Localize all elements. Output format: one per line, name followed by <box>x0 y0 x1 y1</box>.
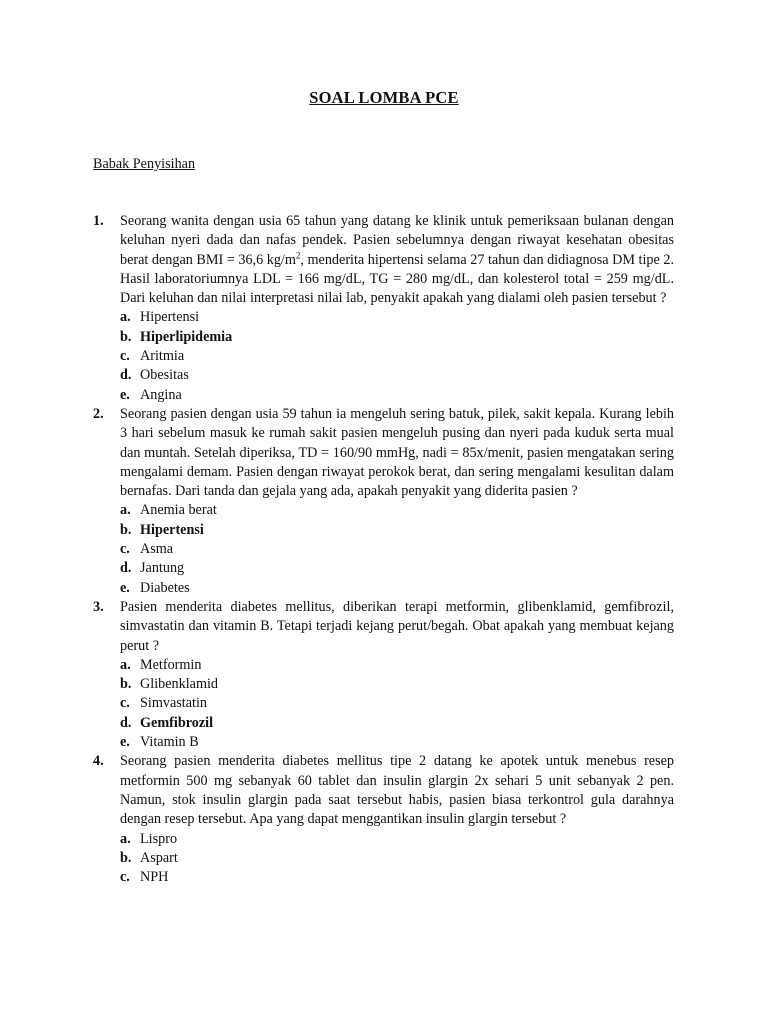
superscript: 2 <box>295 249 301 260</box>
option-e: e. Angina <box>120 386 182 403</box>
question-text: Seorang pasien dengan usia 59 tahun ia mengeluh sering batuk, pilek, sakit kepala. Kurang lebih 3 hari sebelum masuk ke rumah sakit pasien mengeluh pusing dan nyeri pada kuduk serta mual dan muntah. Setelah diperiksa, TD = 160/90 mmHg, nadi = 85x/menit, pasien mengatakan sering mengalami demam. Pasien dengan riwayat perokok berat, dan sering mengalami kesulitan dalam bernafas. Dari tanda dan gejala yang ada, apakah penyakit yang diderita pasien ? <box>120 405 674 500</box>
option-list <box>120 830 674 888</box>
option-a: a. Hipertensi <box>120 309 200 326</box>
option-d: d. Jantung <box>120 560 185 577</box>
option-a: a. Lispro <box>120 830 178 847</box>
option-list <box>120 501 674 597</box>
option-b: b. Hipertensi <box>120 521 204 538</box>
question-1 <box>93 212 674 405</box>
option-d: d. Gemfibrozil <box>120 714 214 731</box>
option-list <box>120 656 674 752</box>
option-c: c. Simvastatin <box>120 695 207 712</box>
section-heading: Babak Penyisihan <box>93 156 196 172</box>
document-title: SOAL LOMBA PCE <box>309 88 459 107</box>
option-a: a. Anemia berat <box>120 502 217 519</box>
option-b: b. Hiperlipidemia <box>120 328 233 345</box>
option-a: a. Metformin <box>120 656 202 673</box>
option-list <box>120 308 674 404</box>
question-number: 1. <box>93 213 104 229</box>
question-3 <box>93 598 674 752</box>
question-text: Pasien menderita diabetes mellitus, diberikan terapi metformin, glibenklamid, gemfibrozil, simvastatin dan vitamin B. Tetapi terjadi kejang perut/begah. Obat apakah yang membuat kejang perut ? <box>120 598 674 654</box>
option-c: c. Asma <box>120 541 174 558</box>
option-d: d. Obesitas <box>120 367 189 384</box>
question-number: 2. <box>93 405 104 422</box>
option-c: c. Aritmia <box>120 348 185 365</box>
question-list <box>93 212 674 887</box>
option-e: e. Diabetes <box>120 579 190 596</box>
option-e: e. Vitamin B <box>120 734 199 751</box>
question-number: 3. <box>93 598 104 615</box>
question-number: 4. <box>93 753 104 770</box>
option-c: c. NPH <box>120 869 169 886</box>
question-2 <box>93 405 674 598</box>
option-b: b. Aspart <box>120 849 178 866</box>
question-text: Seorang pasien menderita diabetes mellitus tipe 2 datang ke apotek untuk menebus resep metformin 500 mg sebanyak 60 tablet dan insulin glargin 2x sehari 5 unit sebanyak 2 pen. Namun, stok insulin glargin pada saat tersebut habis, pasien biasa terkontrol gula darahnya dengan resep tersebut. Apa yang dapat menggantikan insulin glargin tersebut ? <box>120 753 674 828</box>
option-b: b. Glibenklamid <box>120 676 219 693</box>
question-text: Seorang wanita dengan usia 65 tahun yang datang ke klinik untuk pemeriksaan bulanan dengan keluhan nyeri dada dan nafas pendek. Pasien sebelumnya dengan riwayat kesehatan obesitas berat dengan BMI = 36,6 $kg/m^2$, menderita hipertensi selama 27 tahun dan didiagnosa DM tipe 2. Hasil laboratoriumnya LDL = 166 mg/dL, TG = 280 mg/dL, dan kolesterol total = 259 mg/dL. Dari keluhan dan nilai interpretasi nilai lab, penyakit apakah yang dialami oleh pasien tersebut ? <box>120 213 674 307</box>
question-4 <box>93 752 674 887</box>
